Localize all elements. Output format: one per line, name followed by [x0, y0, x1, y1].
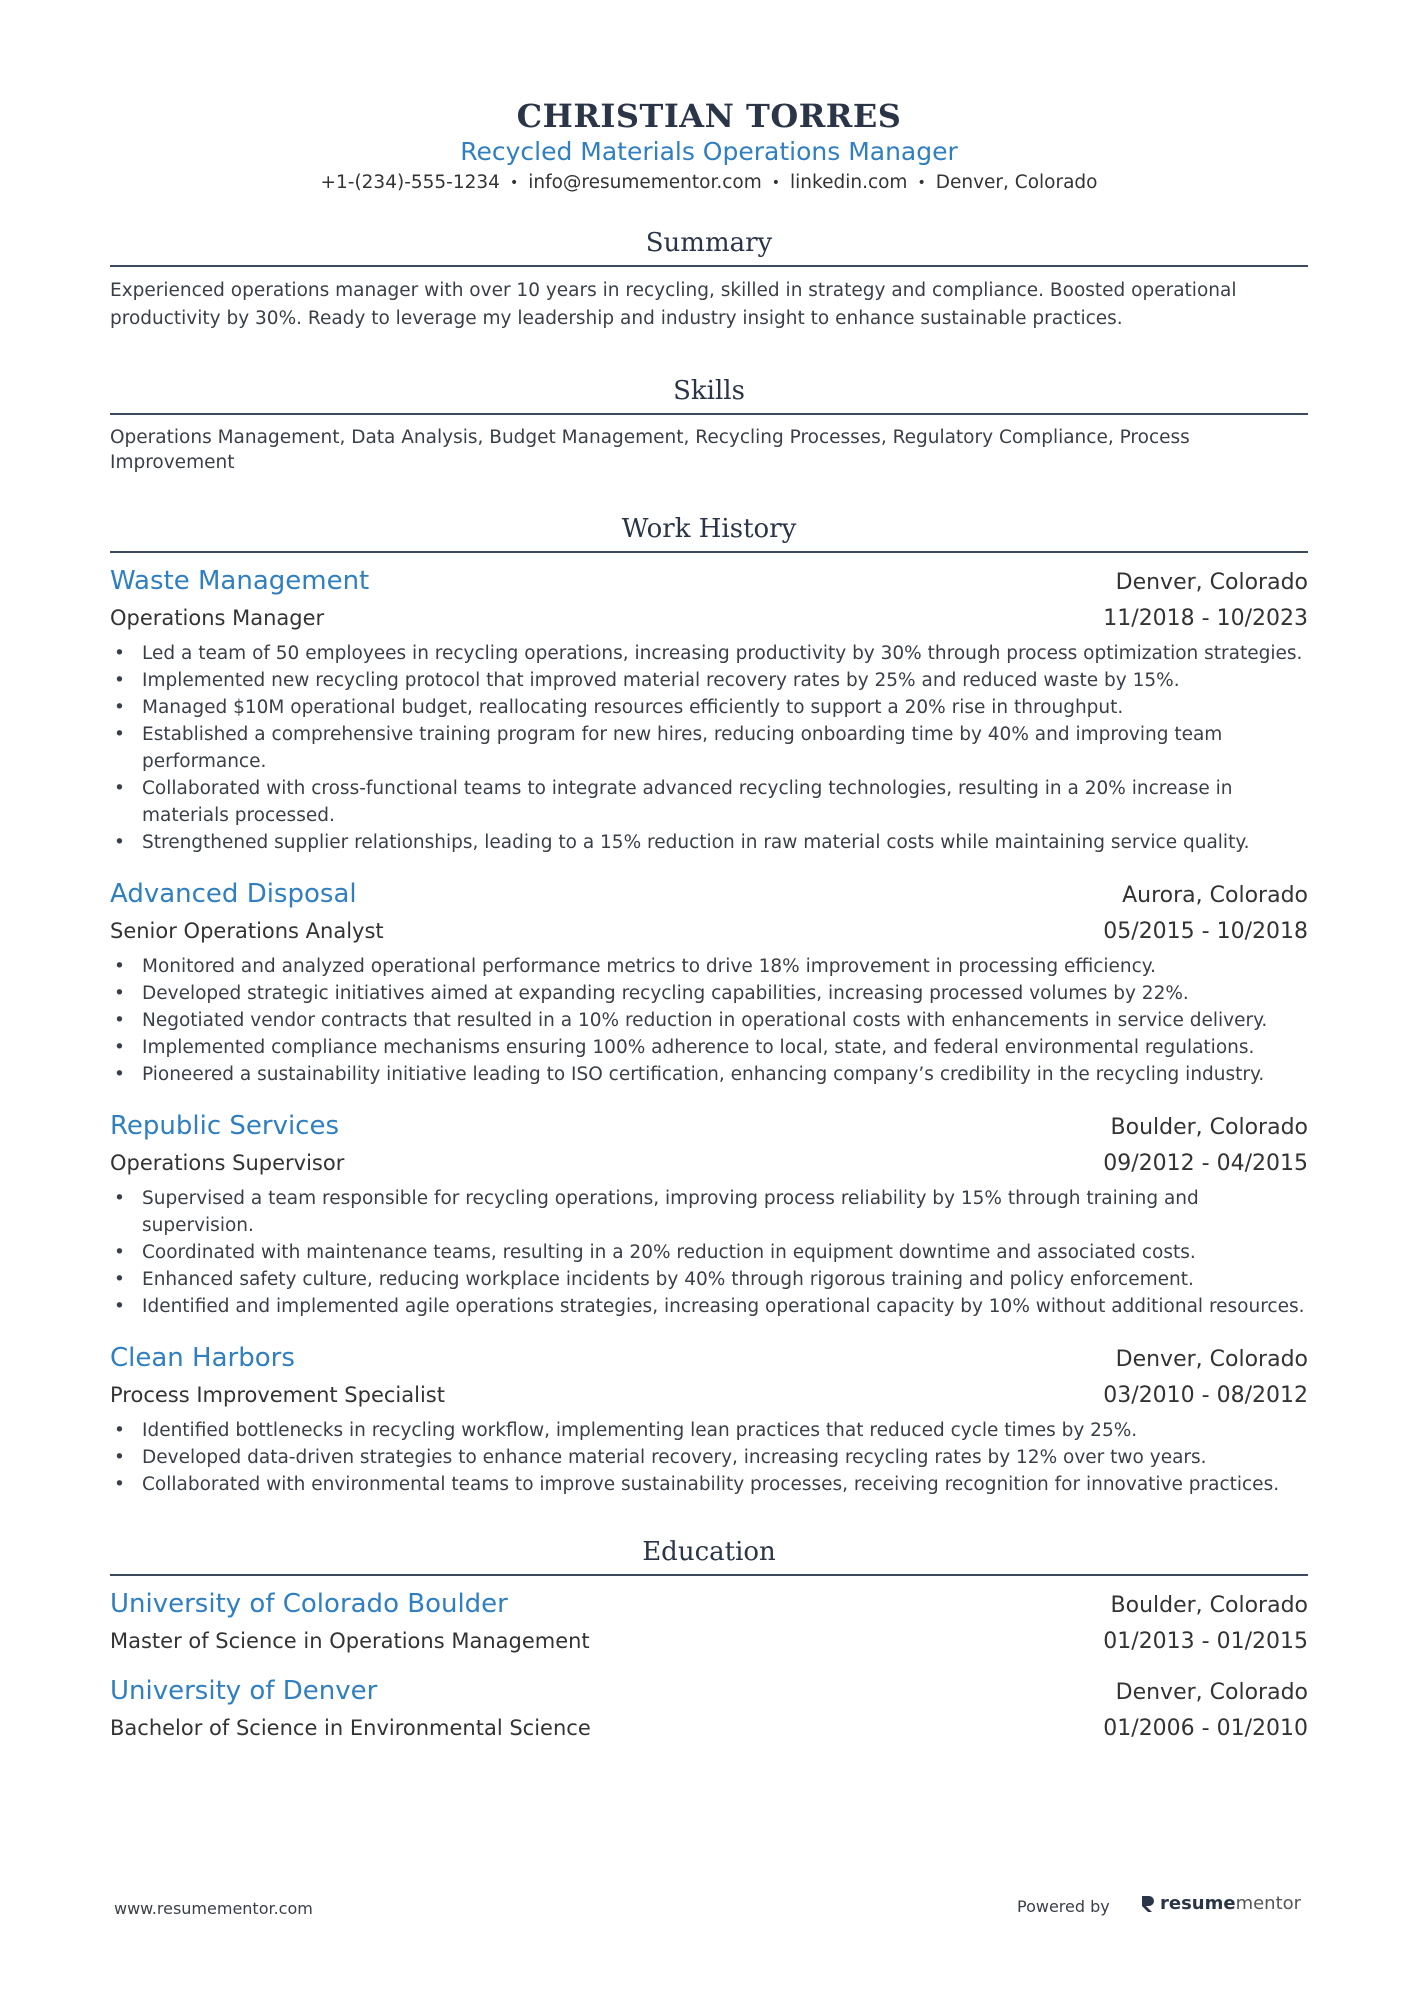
page-footer — [0, 1893, 1410, 1923]
job-company: Clean Harbors — [110, 1343, 295, 1373]
job-bullet: • Led a team of 50 employees in recycling operations, increasing productivity by 30% through process optimization strategies. — [142, 640, 1308, 667]
skills-heading: Skills — [110, 373, 1308, 415]
job-bullet: • Coordinated with maintenance teams, resulting in a 20% reduction in equipment downtime and associated costs. — [142, 1239, 1308, 1266]
education-entry — [110, 1586, 1308, 1659]
work-history-heading: Work History — [110, 511, 1308, 553]
contact-linkedin[interactable]: linkedin.com — [790, 172, 908, 193]
school-name: University of Colorado Boulder — [110, 1589, 508, 1619]
job-bullet: • Collaborated with environmental teams to improve sustainability processes, receiving recognition for innovative practices. — [142, 1471, 1308, 1498]
work-history-list — [110, 563, 1308, 1498]
job-location: Denver, Colorado — [1115, 570, 1308, 595]
contact-separator: • — [509, 175, 519, 191]
education-entry — [110, 1673, 1308, 1746]
job-role: Operations Supervisor — [110, 1151, 345, 1175]
job-entry — [110, 1108, 1308, 1320]
job-header-row — [110, 1108, 1308, 1146]
degree-name: Master of Science in Operations Management — [110, 1629, 590, 1653]
contact-separator: • — [771, 175, 781, 191]
job-role: Senior Operations Analyst — [110, 919, 384, 943]
degree-name: Bachelor of Science in Environmental Science — [110, 1716, 591, 1740]
skills-text: Operations Management, Data Analysis, Budget Management, Recycling Processes, Regulatory Compliance, Process Improvement — [110, 427, 1190, 473]
job-bullet: • Monitored and analyzed operational performance metrics to drive 18% improvement in processing efficiency. — [142, 953, 1308, 980]
job-bullet: • Implemented compliance mechanisms ensuring 100% adherence to local, state, and federal environmental regulations. — [142, 1034, 1308, 1061]
job-bullet: • Developed strategic initiatives aimed at expanding recycling capabilities, increasing processed volumes by 22%. — [142, 980, 1308, 1007]
education-header-row — [110, 1586, 1308, 1624]
summary-text: Experienced operations manager with over 10 years in recycling, skilled in strategy and compliance. Boosted operational productivity by 30%. Ready to leverage my leadership and industry insight to enhance sustainable practices. — [110, 280, 1237, 329]
brand-name-light: mentor — [1235, 1893, 1302, 1914]
resume-header — [110, 96, 1308, 199]
job-location: Boulder, Colorado — [1110, 1115, 1308, 1140]
job-location: Aurora, Colorado — [1122, 883, 1308, 908]
contact-separator: • — [917, 175, 926, 191]
education-header-row — [110, 1673, 1308, 1711]
job-role-row — [110, 1146, 1308, 1181]
job-location: Denver, Colorado — [1115, 1347, 1308, 1372]
brand-name-bold: resume — [1160, 1893, 1236, 1914]
job-bullets — [110, 1185, 1308, 1320]
job-role: Operations Manager — [110, 606, 325, 630]
job-bullet: • Managed $10M operational budget, reallocating resources efficiently to support a 20% rise in throughput. — [142, 694, 1308, 721]
contact-line — [110, 168, 1308, 199]
job-entry — [110, 876, 1308, 1088]
job-bullet: • Strengthened supplier relationships, leading to a 15% reduction in raw material costs while maintaining service quality. — [142, 829, 1308, 856]
job-bullet: • Developed data-driven strategies to enhance material recovery, increasing recycling rates by 12% over two years. — [142, 1444, 1308, 1471]
contact-phone: +1-(234)-555-1234 — [320, 172, 500, 193]
job-bullets — [110, 640, 1308, 856]
footer-brand-logo[interactable] — [1140, 1893, 1301, 1914]
contact-location: Denver, Colorado — [935, 172, 1098, 193]
job-entry — [110, 563, 1308, 856]
job-company: Waste Management — [110, 566, 370, 596]
candidate-name: CHRISTIAN TORRES — [516, 97, 902, 135]
job-company: Advanced Disposal — [110, 879, 357, 909]
job-header-row — [110, 1340, 1308, 1378]
education-degree-row — [110, 1711, 1308, 1746]
school-location: Denver, Colorado — [1115, 1680, 1308, 1705]
job-bullets — [110, 953, 1308, 1088]
job-bullet: • Implemented new recycling protocol that improved material recovery rates by 25% and reduced waste by 15%. — [142, 667, 1308, 694]
resumementor-logo-icon — [1140, 1894, 1156, 1914]
job-dates: 05/2015 - 10/2018 — [1103, 919, 1308, 944]
candidate-title: Recycled Materials Operations Manager — [460, 137, 958, 166]
job-header-row — [110, 876, 1308, 914]
job-dates: 11/2018 - 10/2023 — [1103, 606, 1308, 631]
job-dates: 09/2012 - 04/2015 — [1103, 1151, 1308, 1176]
job-role-row — [110, 1378, 1308, 1413]
job-dates: 03/2010 - 08/2012 — [1103, 1383, 1308, 1408]
job-bullet: • Pioneered a sustainability initiative leading to ISO certification, enhancing company’s credibility in the recycling industry. — [142, 1061, 1308, 1088]
job-bullet: • Supervised a team responsible for recycling operations, improving process reliability by 15% through training and supervision. — [142, 1185, 1308, 1239]
education-degree-row — [110, 1624, 1308, 1659]
education-heading: Education — [110, 1534, 1308, 1576]
job-role-row — [110, 601, 1308, 636]
job-entry — [110, 1340, 1308, 1498]
education-list — [110, 1586, 1308, 1746]
job-role: Process Improvement Specialist — [110, 1383, 445, 1407]
footer-website[interactable]: www.resumementor.com — [114, 1899, 313, 1918]
school-name: University of Denver — [110, 1676, 378, 1706]
job-header-row — [110, 563, 1308, 601]
contact-email[interactable]: info@resumementor.com — [528, 172, 762, 193]
job-bullet: • Enhanced safety culture, reducing workplace incidents by 40% through rigorous training and policy enforcement. — [142, 1266, 1308, 1293]
job-bullet: • Negotiated vendor contracts that resulted in a 10% reduction in operational costs with enhancements in service delivery. — [142, 1007, 1308, 1034]
job-bullets — [110, 1417, 1308, 1498]
job-bullet: • Established a comprehensive training program for new hires, reducing onboarding time by 40% and improving team performance. — [142, 721, 1308, 775]
school-location: Boulder, Colorado — [1110, 1593, 1308, 1618]
job-bullet: • Collaborated with cross-functional teams to integrate advanced recycling technologies, resulting in a 20% increase in materials processed. — [142, 775, 1308, 829]
summary-heading: Summary — [110, 225, 1308, 267]
resume-page — [110, 96, 1308, 1746]
education-dates: 01/2013 - 01/2015 — [1103, 1629, 1308, 1654]
job-role-row — [110, 914, 1308, 949]
education-dates: 01/2006 - 01/2010 — [1103, 1716, 1308, 1741]
footer-powered-by: Powered by — [1017, 1897, 1110, 1916]
job-company: Republic Services — [110, 1111, 340, 1141]
job-bullet: • Identified bottlenecks in recycling workflow, implementing lean practices that reduced cycle times by 25%. — [142, 1417, 1308, 1444]
job-bullet: • Identified and implemented agile operations strategies, increasing operational capacity by 10% without additional resources. — [142, 1293, 1308, 1320]
